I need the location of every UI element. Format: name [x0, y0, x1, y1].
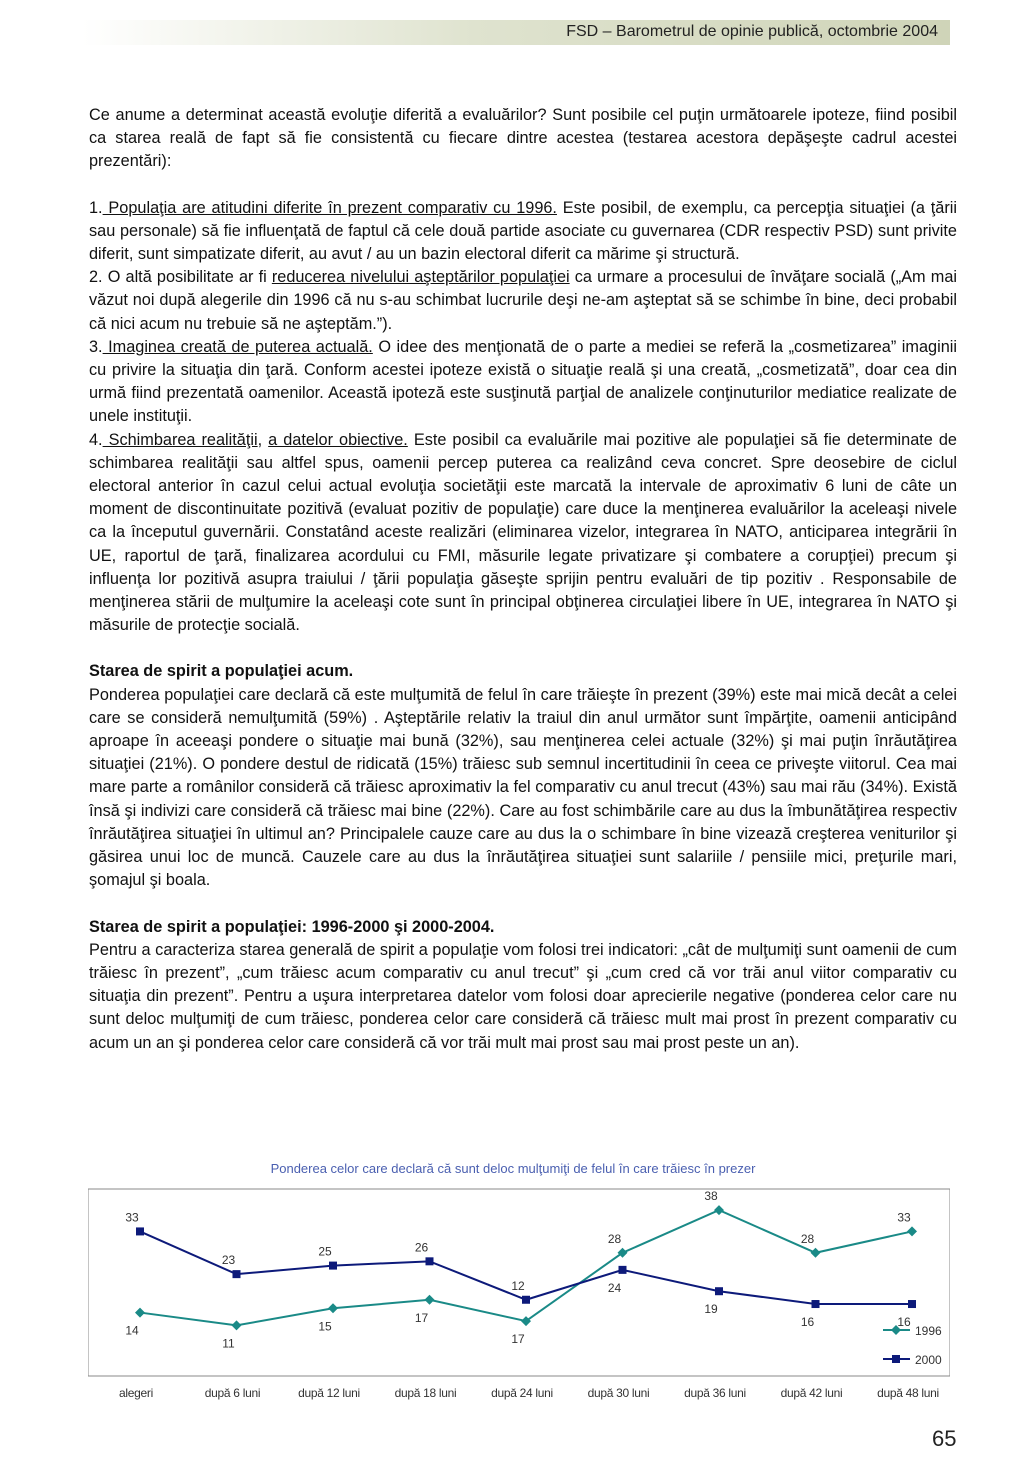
data-label-2000-5: 24: [607, 1280, 622, 1295]
hypothesis-3-number: 3.: [89, 337, 103, 356]
point-2000-5: [619, 1266, 627, 1274]
hypothesis-1-title: Populaţia are atitudini diferite în prezent comparativ cu 1996.: [102, 198, 557, 217]
point-1996-7: [811, 1248, 821, 1258]
point-1996-1: [232, 1320, 242, 1330]
hypothesis-4-title-1: Schimbarea realităţii: [102, 430, 258, 449]
data-label-1996-2: 15: [318, 1319, 332, 1334]
hypothesis-3-title: Imaginea creată de puterea actuală.: [102, 337, 373, 356]
hypothesis-1: [89, 197, 957, 267]
chart-title: Ponderea celor care declară că sunt deloc mulţumiţi de felul în care trăiesc în prezer: [270, 1161, 756, 1176]
series-line-1996: [140, 1210, 912, 1325]
section-1-heading: Starea de spirit a populaţiei acum.: [89, 662, 354, 681]
hypothesis-2-title: reducerea nivelului aşteptărilor populaţiei: [271, 268, 570, 287]
legend-label-1996: 1996: [915, 1324, 942, 1338]
hypothesis-4-text: Este posibil ca evaluările mai pozitive ale populaţiei să fie determinate de schimbarea realităţii sau altfel spus, oamenii percep puterea ca realizând ceva concret. Spre deosebire de ciclul electoral anterior în cazul celui actual evoluţia societăţii este marcată la intervale de aproximativ 6 luni de câte un moment de discontinuitate pozitivă (evaluat pozitiv de populaţie) care duce la menţinerea evaluărilor la aceleaşi nivele ca la începutul guvernării. Constatând aceste realizări (eliminarea vizelor, integrarea în NATO, anticiparea integrării în UE, raportul de ţară, finalizarea acordului cu FMI, măsurile legate privatizare şi combatere a corupţiei) precum şi influenţa lor pozitivă asupra traiului / ţării populaţia găseşte sprijin pentru evaluări de tip pozitiv . Responsabile de menţinerea stării de mulţumire la aceleaşi cote sunt în principal obţinerea circulaţiei libere în UE, integrarea în NATO şi măsurile de protecţie socială.: [89, 430, 957, 635]
hypothesis-2-prefix: 2. O altă posibilitate ar fi: [89, 268, 272, 287]
section-1-text: Ponderea populaţiei care declară că este mulţumită de felul în care trăieşte în prezent (39%) este mai mică decât a celei care se consideră nemulţumită (59%) . Aşteptările relativ la traiul din anul următor sunt împărţite, oamenii anticipând aproape în aceeaşi pondere o situaţie mai bună (32%), sau menţinerea celei actuale (32%) şi mai puţin înrăutăţirea situaţiei (21%). O pondere destul de ridicată (15%) trăiesc sub semnul incertitudinii în ceea ce priveşte viitorul. Cea mai mare parte a românilor consideră că trăiesc aproximativ la fel comparativ cu anul trecut (43%) sau mai rău (34%). Există însă şi indivizi care consideră că trăiesc mai bine (22%). Care au fost schimbările care au dus la îmbunătăţirea respectiv înrăutăţirea situaţiei în ultimul an? Principalele cauze care au dus la o schimbare în bine vizează creşterea veniturilor şi găsirea unui loc de muncă. Cauzele care au dus la înrăutăţirea situaţiei sunt salariile / pensiile mici, preţurile mari, şomajul şi boala.: [89, 685, 957, 890]
point-1996-2: [328, 1303, 338, 1313]
data-label-1996-6: 38: [704, 1189, 718, 1204]
data-label-1996-5: 28: [607, 1231, 622, 1246]
data-label-1996-7: 28: [800, 1231, 815, 1246]
legend-label-2000: 2000: [915, 1353, 942, 1367]
hypothesis-1-number: 1.: [89, 198, 103, 217]
data-label-2000-4: 12: [511, 1278, 525, 1293]
point-2000-3: [426, 1257, 434, 1265]
x-tick-label-0: alegeri: [119, 1386, 153, 1400]
x-tick-label-6: după 36 luni: [684, 1386, 746, 1400]
hypothesis-3: [89, 336, 957, 429]
section-2-text: Pentru a caracteriza starea generală de spirit a populaţie vom folosi trei indicatori: „cât de mulţumiţi sunt oamenii de cum trăiesc în prezent”, „cum trăiesc acum comparativ cu anul trecut” şi „cum cred că vor trăi anul viitor comparativ cu situaţia din prezent”. Pentru a uşura interpretarea datelor vom folosi doar aprecierile negative (ponderea celor care nu sunt deloc mulţumiţi de cum trăiesc, ponderea celor care consideră că trăiesc mult mai prost în prezent comparativ cu acum un an şi ponderea celor care consideră că vor trăi mult mai prost sau mai prost peste un an).: [89, 940, 957, 1052]
hypothesis-4-number: 4.: [89, 430, 103, 449]
hypothesis-1-text: Este posibil, de exemplu, ca percepţia situaţiei (a ţării sau personale) să fie influenţată de faptul că cele două partide asociate cu guvernarea (CDR respectiv PSD) sunt privite diferit, sunt simpatizate diferit, au avut / au un bazin electoral diferit ca mărime şi structură.: [89, 198, 957, 264]
section-2-heading: Starea de spirit a populaţiei: 1996-2000 şi 2000-2004.: [89, 917, 495, 936]
header-title: FSD – Barometrul de opinie publică, octombrie 2004: [566, 23, 938, 40]
data-label-2000-1: 23: [221, 1253, 236, 1268]
x-tick-label-4: după 24 luni: [491, 1386, 553, 1400]
point-2000-6: [715, 1287, 723, 1295]
point-1996-3: [425, 1295, 435, 1305]
data-label-2000-3: 26: [414, 1240, 429, 1255]
legend-marker-2000: [892, 1355, 900, 1363]
x-tick-label-5: după 30 luni: [587, 1386, 650, 1400]
point-2000-8: [908, 1300, 916, 1308]
x-tick-label-7: după 42 luni: [780, 1386, 843, 1400]
data-label-1996-4: 17: [511, 1332, 525, 1347]
data-label-2000-6: 19: [704, 1302, 718, 1317]
point-2000-1: [233, 1270, 241, 1278]
line-chart: [88, 1152, 950, 1412]
point-2000-4: [522, 1296, 530, 1304]
x-tick-label-8: după 48 luni: [877, 1386, 939, 1400]
hypothesis-4-title-2: a datelor obiective.: [268, 430, 408, 449]
point-1996-6: [714, 1205, 724, 1215]
x-tick-label-2: după 12 luni: [298, 1386, 360, 1400]
data-label-2000-0: 33: [125, 1210, 139, 1225]
hypothesis-2-text: ca urmare a procesului de învăţare socială („Am mai văzut noi după alegerile din 1996 că nu s-au schimbat lucrurile deşi ne-am aşteptat să se schimbe în bine, deci probabil că nici acum nu trebuie să ne aşteptăm.”).: [89, 268, 957, 333]
point-2000-7: [812, 1300, 820, 1308]
data-label-1996-0: 14: [125, 1323, 139, 1338]
intro-paragraph: Ce anume a determinat această evoluţie diferită a evaluărilor? Sunt posibile cel puţin următoarele ipoteze, fiind posibil ca starea reală de fapt să fie consistentă cu fiecare dintre acestea (testarea acestora depăşeşte cadrul acestei prezentări):: [89, 106, 957, 171]
x-tick-label-1: după 6 luni: [204, 1386, 261, 1400]
hypothesis-4: [89, 429, 957, 638]
point-1996-0: [135, 1308, 145, 1318]
data-label-1996-3: 17: [414, 1310, 429, 1325]
point-2000-0: [136, 1227, 144, 1235]
chart-svg: [88, 1152, 950, 1412]
hypothesis-2: [89, 266, 957, 336]
data-label-1996-8: 33: [897, 1210, 911, 1225]
series-line-2000: [140, 1231, 912, 1304]
hypothesis-4-separator: ,: [257, 430, 269, 449]
data-label-2000-7: 16: [800, 1315, 815, 1330]
document-body: [89, 104, 957, 1055]
data-label-2000-8: 16: [897, 1315, 911, 1330]
hypothesis-3-text: O idee des menţionată de o parte a mediei se referă la „cosmetizarea” imaginii cu privire la situaţia din ţară. Conform acestei ipoteze există o situaţie reală şi una creată, „cosmetizată”, doar cea din urmă fiind prezentată oamenilor. Această ipoteză este susţinută parţial de analizele conţinuturilor mediatice realizate de unele instituţii.: [89, 337, 957, 426]
x-tick-label-3: după 18 luni: [394, 1386, 457, 1400]
page-number: 65: [932, 1426, 957, 1451]
point-1996-8: [907, 1226, 917, 1236]
data-label-1996-1: 11: [222, 1336, 235, 1351]
point-2000-2: [329, 1262, 337, 1270]
data-label-2000-2: 25: [318, 1244, 332, 1259]
